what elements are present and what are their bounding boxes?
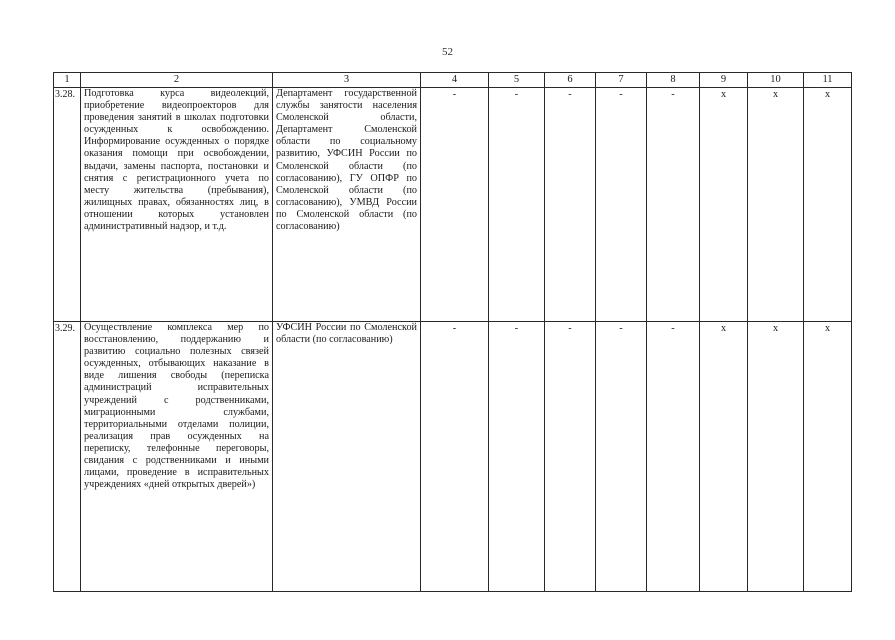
item-number: 3.28. [54,88,81,322]
value-cell: x [804,88,852,322]
table-header-row [54,73,852,88]
value-cell: - [596,322,647,592]
column-header: 7 [596,73,647,88]
column-header: 10 [748,73,804,88]
column-header: 11 [804,73,852,88]
page-number: 52 [442,46,453,58]
column-header: 4 [421,73,489,88]
value-cell: x [748,88,804,322]
value-cell: x [700,322,748,592]
table-row [54,88,852,322]
plan-table [53,72,852,592]
value-cell: - [596,88,647,322]
value-cell: - [647,322,700,592]
value-cell: - [545,88,596,322]
item-number: 3.29. [54,322,81,592]
value-cell: - [647,88,700,322]
executor-cell: УФСИН России по Смоленской области (по согласованию) [273,322,421,592]
value-cell: - [545,322,596,592]
value-cell: - [421,322,489,592]
table-row [54,322,852,592]
activity-cell: Подготовка курса видеолекций, приобретение видеопроекторов для проведения занятий в школах подготовки осужденных к освобождению. Информирование осужденных о порядке оказания помощи при освобождении, выдачи, замены паспорта, постановки и снятия с регистрационного учета по месту жительства (пребывания), жилищных правах, обязанностях лиц, в отношении которых установлен административный надзор, и т.д. [81,88,273,322]
column-header: 9 [700,73,748,88]
value-cell: - [489,322,545,592]
value-cell: - [421,88,489,322]
activity-cell: Осуществление комплекса мер по восстановлению, поддержанию и развитию социально полезных связей осужденных, отбывающих наказание в виде лишения свободы (переписка администраций исправительных учреждений с родственниками, миграционными службами, территориальными отделами полиции, реализация прав осужденных на переписку, телефонные переговоры, свидания с родственниками и иными лицами, проведение в исправительных учреждениях «дней открытых дверей») [81,322,273,592]
value-cell: - [489,88,545,322]
value-cell: x [748,322,804,592]
column-header: 6 [545,73,596,88]
value-cell: x [700,88,748,322]
column-header: 5 [489,73,545,88]
value-cell: x [804,322,852,592]
column-header: 2 [81,73,273,88]
column-header: 1 [54,73,81,88]
executor-cell: Департамент государственной службы занятости населения Смоленской области, Департамент Смоленской области по социальному развитию, УФСИН России по Смоленской области (по согласованию), ГУ ОПФР по Смоленской области (по согласованию), УМВД России по Смоленской области (по согласованию) [273,88,421,322]
column-header: 3 [273,73,421,88]
column-header: 8 [647,73,700,88]
